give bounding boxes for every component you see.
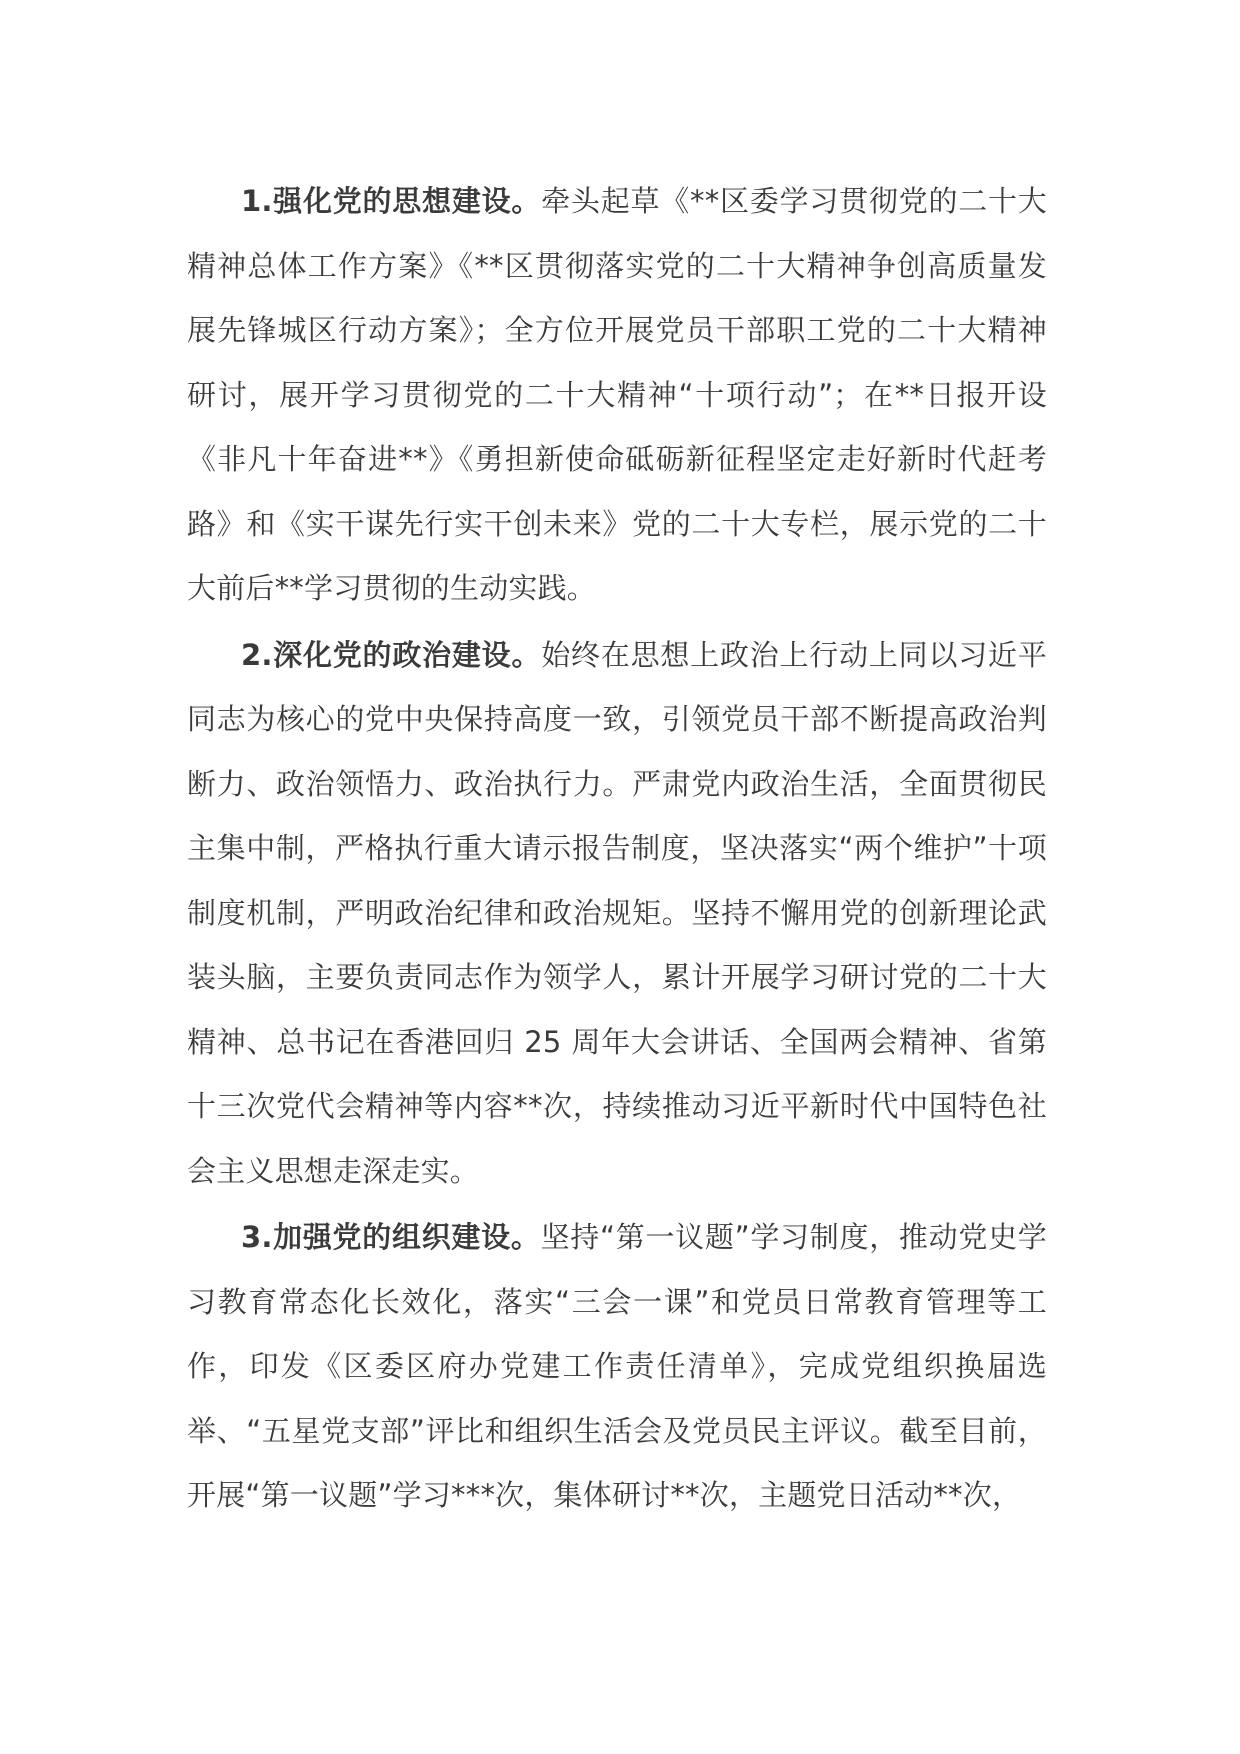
paragraph-3 [187,1205,1047,1528]
paragraph-1 [187,169,1047,621]
paragraph-2-body: 始终在思想上政治上行动上同以习近平同志为核心的党中央保持高度一致，引领党员干部不断提高政治判断力、政治领悟力、政治执行力。严肃党内政治生活，全面贯彻民主集中制，严格执行重大请示报告制度，坚决落实“两个维护”十项制度机制，严明政治纪律和政治规矩。坚持不懈用党的创新理论武装头脑，主要负责同志作为领学人，累计开展学习研讨党的二十大精神、总书记在香港回归 25 周年大会讲话、全国两会精神、省第十三次党代会精神等内容**次，持续推动习近平新时代中国特色社会主义思想走深走实。 [187,637,1047,1188]
paragraph-2-heading: 2.深化党的政治建设。 [241,637,542,672]
paragraph-2 [187,623,1047,1204]
paragraph-3-body: 坚持“第一议题”学习制度，推动党史学习教育常态化长效化，落实“三会一课”和党员日常教育管理等工作，印发《区委区府办党建工作责任清单》，完成党组织换届选举、“五星党支部”评比和组织生活会及党员民主评议。截至目前，开展“第一议题”学习***次，集体研讨**次，主题党日活动**次， [187,1220,1047,1512]
paragraph-3-heading: 3.加强党的组织建设。 [241,1220,541,1254]
paragraph-1-body: 牵头起草《**区委学习贯彻党的二十大精神总体工作方案》《**区贯彻落实党的二十大精神争创高质量发展先锋城区行动方案》；全方位开展党员干部职工党的二十大精神研讨，展开学习贯彻党的二十大精神“十项行动”；在**日报开设《非凡十年奋进**》《勇担新使命砥砺新征程坚定走好新时代赶考路》和《实干谋先行实干创未来》党的二十大专栏，展示党的二十大前后**学习贯彻的生动实践。 [187,184,1047,605]
paragraph-1-heading: 1.强化党的思想建设。 [241,184,542,218]
document-page [187,169,1047,1528]
